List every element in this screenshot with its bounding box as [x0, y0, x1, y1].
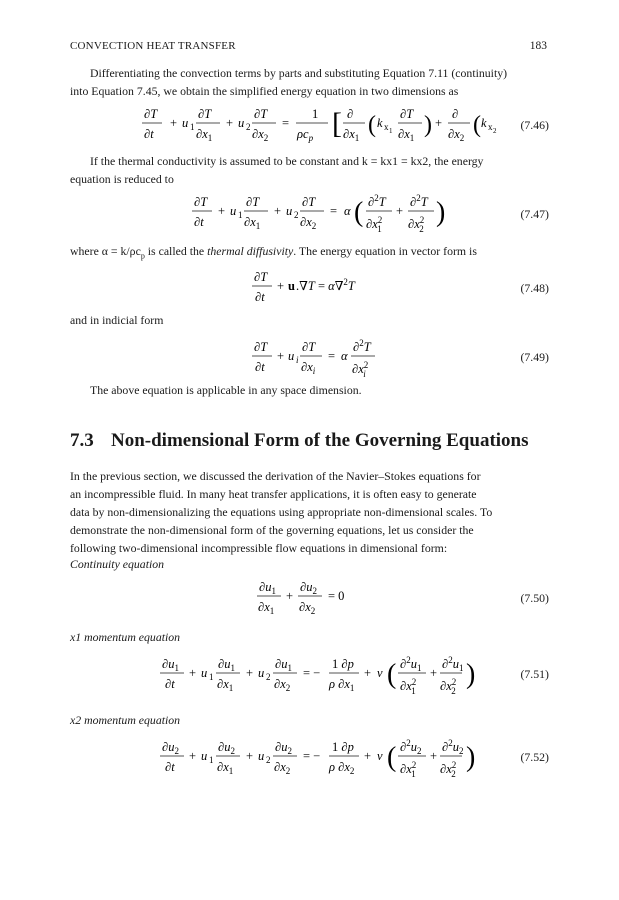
equation-number: (7.46)	[520, 118, 549, 132]
svg-text:=: =	[282, 116, 290, 130]
svg-text:∂: ∂	[452, 107, 459, 121]
svg-text:+: +	[246, 666, 254, 680]
svg-text:∂T: ∂T	[144, 107, 158, 121]
svg-text:v: v	[377, 666, 383, 680]
svg-text:u: u	[182, 116, 189, 130]
svg-text:i: i	[296, 355, 299, 365]
svg-text:∂x2: $\partial x_2$	[448, 127, 465, 143]
paragraph-line: In the previous section, we discussed the derivation of the Navier–Stokes equations for	[70, 469, 481, 483]
svg-text:u: u	[238, 116, 245, 130]
svg-text:k: k	[481, 116, 487, 130]
equation-7-46	[130, 100, 510, 150]
svg-text:α: α	[344, 204, 351, 218]
svg-text:x: x	[384, 122, 389, 132]
svg-text:∂x2: $\partial x_2$	[252, 127, 269, 143]
equation-7-52	[158, 733, 468, 783]
svg-text:∂T: ∂T	[246, 195, 260, 209]
svg-text:∂2T: ∂$^2$T	[353, 338, 371, 354]
svg-text:): )	[436, 197, 446, 228]
svg-text:(: (	[354, 197, 364, 228]
svg-text:(: (	[368, 112, 376, 138]
svg-text:∂x21: $\partial x^2$ 1	[400, 760, 417, 779]
svg-text:): )	[466, 742, 476, 773]
svg-text:∂x1: $\partial x_1$	[258, 600, 275, 616]
svg-text:k: k	[377, 116, 383, 130]
svg-text:1: 1	[389, 127, 393, 135]
svg-text:∂2T: ∂$^2$T	[368, 193, 386, 209]
svg-text:∂x22: $\partial x^2$ 2	[408, 215, 425, 234]
svg-text:u: u	[288, 279, 295, 293]
page-number: 183	[529, 40, 547, 52]
svg-text:∂x2: $\partial x_2$	[274, 760, 291, 776]
svg-text:+: +	[364, 749, 372, 763]
paragraph-line: Differentiating the convection terms by parts and substituting Equation 7.11 (continuity)	[90, 66, 508, 80]
svg-text:∂x2: $\partial x_2$	[274, 677, 291, 693]
svg-text:+: +	[170, 116, 178, 130]
svg-text:∂x1: $\partial x_1$	[398, 127, 415, 143]
equation-number: (7.52)	[520, 750, 549, 764]
svg-text:+: +	[277, 349, 285, 363]
svg-text:∂u2: $\partial u_2$	[275, 740, 292, 756]
svg-text:∂x21: $\partial x^2$ 1	[400, 677, 417, 696]
paragraph-diffusivity: where $\alpha = k/\rho c_p$ is called the thermal diffusivity. The energy equation in vector form is	[70, 244, 477, 261]
svg-text:∂u2: $\partial u_2$	[162, 740, 179, 756]
svg-text:∂2T: ∂$^2$T	[410, 193, 428, 209]
svg-text:∂u2: $\partial u_2$	[300, 580, 317, 596]
equation-number: (7.51)	[520, 667, 549, 681]
svg-text:u: u	[201, 749, 208, 763]
svg-text:u: u	[288, 349, 295, 363]
svg-text:∂T: ∂T	[400, 107, 414, 121]
section-heading	[70, 430, 529, 452]
svg-text:1: 1	[209, 755, 214, 765]
svg-text:(: (	[387, 659, 397, 690]
svg-text:+: +	[430, 666, 438, 680]
svg-text:∂t: ∂t	[144, 127, 154, 141]
svg-text:∂t: ∂t	[255, 360, 265, 374]
svg-text:∂u2: $\partial u_2$	[218, 740, 235, 756]
svg-text:+: +	[396, 204, 404, 218]
paragraph-applicability: The above equation is applicable in any space dimension.	[90, 383, 362, 397]
svg-text:∂t: ∂t	[255, 290, 265, 304]
svg-text:x: x	[488, 122, 493, 132]
svg-text:∂xi: $\partial x_i$	[301, 360, 316, 376]
svg-text:): )	[466, 659, 476, 690]
section-number: 7.3	[70, 430, 94, 451]
equation-number: (7.50)	[520, 591, 549, 605]
svg-text:∂t: ∂t	[165, 760, 175, 774]
svg-text:1 ∂p: 1 ∂p	[332, 740, 354, 754]
svg-text:.∇T = α∇2T: .∇T = α∇$^2$T	[296, 277, 355, 293]
svg-text:ρcp: $\rho c_p$	[297, 127, 314, 143]
svg-text:u: u	[258, 666, 265, 680]
label-x2-momentum: x2 momentum equation	[70, 713, 181, 727]
svg-text:): )	[424, 112, 432, 138]
svg-text:∂2u2: $\partial^2u_2$	[442, 738, 464, 756]
svg-text:∂x1: $\partial x_1$	[343, 127, 360, 143]
svg-text:1: 1	[238, 210, 243, 220]
svg-text:+: +	[430, 749, 438, 763]
svg-text:= 0: = 0	[328, 589, 345, 603]
svg-text:∂T: ∂T	[198, 107, 212, 121]
svg-text:∂2u1: $\partial^2u_1$	[400, 655, 422, 673]
svg-text:=: =	[328, 349, 336, 363]
svg-text:1 ∂p: 1 ∂p	[332, 657, 354, 671]
svg-text:∂2u2: $\partial^2u_2$	[400, 738, 422, 756]
svg-text:2: 2	[266, 755, 271, 765]
svg-text:∂x2: $\partial x_2$	[300, 215, 317, 231]
equation-7-50	[255, 575, 365, 620]
svg-text:(: (	[387, 742, 397, 773]
paragraph-indicial: and in indicial form	[70, 313, 164, 327]
svg-text:2: 2	[493, 127, 497, 135]
svg-text:∂T: ∂T	[254, 270, 268, 284]
svg-text:u: u	[230, 204, 237, 218]
equation-7-51	[158, 650, 468, 700]
equation-number: (7.47)	[520, 207, 549, 221]
svg-text:∂u1: $\partial u_1$	[162, 657, 179, 673]
svg-text:∂T: ∂T	[254, 107, 268, 121]
svg-text:∂u1: $\partial u_1$	[259, 580, 276, 596]
equation-number: (7.49)	[520, 350, 549, 364]
svg-text:= −: = −	[303, 749, 321, 763]
paragraph-intro	[70, 64, 550, 100]
svg-text:ρ ∂x1: ρ $\partial x_1$	[329, 677, 355, 693]
svg-text:∂T: ∂T	[302, 340, 316, 354]
svg-text:1: 1	[190, 122, 195, 132]
equation-7-47	[190, 188, 450, 238]
paragraph-line: demonstrate the non-dimensional form of the governing equations, let us consider the	[70, 523, 474, 537]
svg-text:+: +	[286, 589, 294, 603]
svg-text:+: +	[226, 116, 234, 130]
svg-text:∂T: ∂T	[302, 195, 316, 209]
equation-7-51-end	[440, 650, 480, 700]
label-x1-momentum: x1 momentum equation	[70, 630, 181, 644]
svg-text:+: +	[274, 204, 282, 218]
equation-7-52-end	[440, 733, 480, 783]
paragraph-line: equation is reduced to	[70, 172, 174, 186]
svg-text:∂T: ∂T	[194, 195, 208, 209]
svg-text:u: u	[201, 666, 208, 680]
equation-7-48	[250, 265, 380, 310]
paragraph-line: an incompressible fluid. In many heat transfer applications, it is often easy to generate	[70, 487, 477, 501]
svg-text:∂t: ∂t	[165, 677, 175, 691]
svg-text:+: +	[189, 749, 197, 763]
svg-text:2: 2	[294, 210, 299, 220]
equation-number: (7.48)	[520, 281, 549, 295]
svg-text:[: [	[332, 107, 342, 140]
svg-text:∂2u1: $\partial^2u_1$	[442, 655, 464, 673]
paragraph-line: data by non-dimensionalizing the equations using appropriate non-dimensional scales. To	[70, 505, 493, 519]
svg-text:∂T: ∂T	[254, 340, 268, 354]
svg-text:+: +	[218, 204, 226, 218]
svg-text:2: 2	[266, 672, 271, 682]
svg-text:+: +	[277, 279, 285, 293]
svg-text:∂x1: $\partial x_1$	[244, 215, 261, 231]
svg-text:α: α	[341, 349, 348, 363]
svg-text:+: +	[246, 749, 254, 763]
svg-text:∂x2: $\partial x_2$	[299, 600, 316, 616]
svg-text:= −: = −	[303, 666, 321, 680]
svg-text:(: (	[473, 112, 481, 138]
svg-text:∂x22: $\partial x^2$ 2	[440, 760, 457, 779]
svg-text:∂u1: $\partial u_1$	[218, 657, 235, 673]
paragraph-line: following two-dimensional incompressible flow equations in dimensional form:	[70, 541, 448, 555]
svg-text:∂x1: $\partial x_1$	[217, 760, 234, 776]
svg-text:+: +	[364, 666, 372, 680]
svg-text:+: +	[189, 666, 197, 680]
section-title: Non-dimensional Form of the Governing Equations	[111, 430, 529, 451]
svg-text:=: =	[330, 204, 338, 218]
energy-equation-2d	[142, 107, 497, 143]
svg-text:1: 1	[209, 672, 214, 682]
paragraph-navier-stokes	[70, 467, 550, 557]
svg-text:∂x22: $\partial x^2$ 2	[440, 677, 457, 696]
paragraph-line: into Equation 7.45, we obtain the simplified energy equation in two dimensions as	[70, 84, 459, 98]
svg-text:∂u1: $\partial u_1$	[275, 657, 292, 673]
svg-text:∂x1: $\partial x_1$	[217, 677, 234, 693]
svg-text:∂x1: $\partial x_1$	[196, 127, 213, 143]
equation-7-49	[250, 333, 390, 383]
svg-text:2: 2	[246, 122, 251, 132]
paragraph-conductivity	[70, 152, 550, 188]
paragraph-line: If the thermal conductivity is assumed to be constant and k = kx1 = kx2, the energy	[90, 154, 484, 168]
svg-text:∂x2i: $\partial x^2$ i	[352, 360, 369, 379]
running-header: CONVECTION HEAT TRANSFER	[70, 40, 236, 52]
svg-text:1: 1	[312, 107, 319, 121]
svg-text:u: u	[258, 749, 265, 763]
label-continuity: Continuity equation	[70, 557, 165, 571]
svg-text:u: u	[286, 204, 293, 218]
svg-text:∂: ∂	[347, 107, 354, 121]
svg-text:ρ ∂x2: ρ $\partial x_2$	[329, 760, 355, 776]
svg-text:∂t: ∂t	[194, 215, 204, 229]
svg-text:v: v	[377, 749, 383, 763]
svg-text:+: +	[435, 116, 443, 130]
term-thermal-diffusivity: thermal diffusivity	[207, 244, 294, 258]
svg-text:∂x21: $\partial x^2$ 1	[366, 215, 383, 234]
